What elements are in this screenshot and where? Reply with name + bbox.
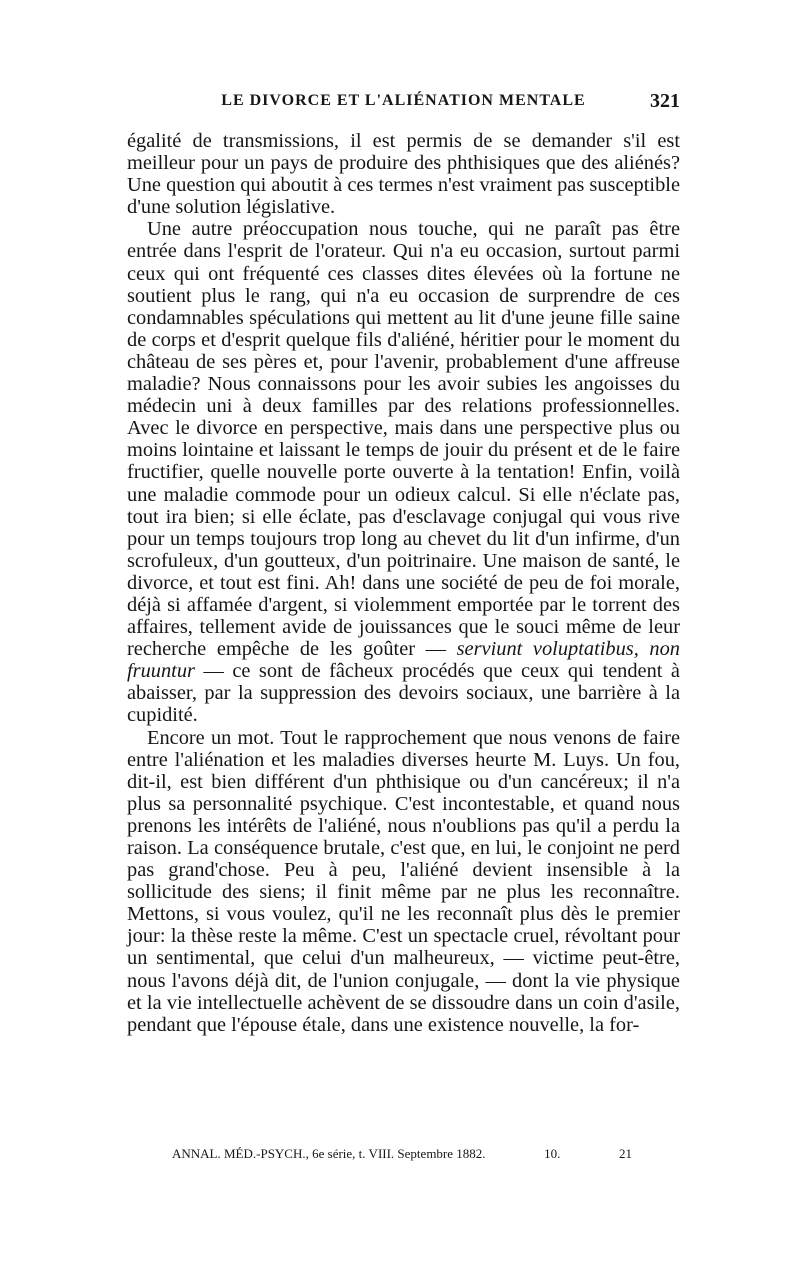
paragraph <box>127 727 680 1036</box>
paragraph <box>127 130 680 218</box>
paragraph-text: Une autre préoccupation nous touche, qui ne paraît pas être entrée dans l'esprit de l'orateur. Qui n'a eu occasion, surtout parmi ceux qui ont fréquenté ces classes dites élevées où la fortune ne soutient plus le rang, qui n'a eu occasion de surprendre de ces condamnables spéculations qui mettent au lit d'une jeune fille saine de corps et d'esprit quelque fils d'aliéné, héritier pour le moment du château de ses pères et, pour l'avenir, probablement d'une affreuse maladie? Nous connaissons pour les avoir subies les angoisses du médecin uni à deux familles par des relations professionnelles. Avec le divorce en perspective, mais dans une perspective plus ou moins lointaine et laissant le temps de jouir du présent et de le faire fructifier, quelle nouvelle porte ouverte à la tentation! Enfin, voilà une maladie commode pour un odieux calcul. Si elle n'éclate pas, tout ira bien; si elle éclate, pas d'esclavage conjugal qui vous rive pour un temps toujours trop long au chevet du lit d'un infirme, d'un scrofuleux, d'un goutteux, d'un poitrinaire. Une maison de santé, le divorce, et tout est fini. Ah! dans une société de peu de foi morale, déjà si affamée d'argent, si violemment emportée par le torrent des affaires, tellement avide de jouissances que le souci même de leur recherche empêche de les goûter — <box>127 218 680 661</box>
page-number: 321 <box>650 90 680 112</box>
paragraph-text: Encore un mot. Tout le rapprochement que nous venons de faire entre l'aliénation et les maladies diverses heurte M. Luys. Un fou, dit-il, est bien différent d'un phthisique ou d'un cancéreux; il n'a plus sa personnalité psychique. C'est incontestable, et quand nous prenons les intérêts de l'aliéné, nous n'oublions pas qu'il a perdu la raison. La conséquence brutale, c'est que, en lui, le conjoint ne perd pas grand'chose. Peu à peu, l'aliéné devient insensible à la sollicitude des siens; il finit même par ne plus les reconnaître. Mettons, si vous voulez, qu'il ne les reconnaît plus dès le premier jour: la thèse reste la même. C'est un spectacle cruel, révoltant pour un sentimental, que celui d'un malheureux, — victime peut-être, nous l'avons déjà dit, de l'union conjugale, — dont la vie physique et la vie intellectuelle achèvent de se dissoudre dans un coin d'asile, pendant que l'épouse étale, dans une existence nouvelle, la for- <box>127 726 680 1036</box>
latin-quotation: serviunt voluptatibus, non fruuntur <box>127 638 681 683</box>
body-text <box>127 130 680 1036</box>
page-footer <box>172 1146 632 1162</box>
journal-reference: ANNAL. MÉD.-PSYCH., 6e série, t. VIII. Septembre 1882. <box>172 1146 486 1161</box>
document-page <box>127 90 680 1036</box>
paragraph <box>127 218 680 726</box>
signature-mark: 21 <box>619 1146 632 1161</box>
running-title: LE DIVORCE ET L'ALIÉNATION MENTALE <box>221 92 586 109</box>
paragraph-text: — ce sont de fâcheux procédés que ceux qui tendent à abaisser, par la suppression des devoirs sociaux, une barrière à la cupidité. <box>127 660 680 727</box>
page-header <box>127 90 680 118</box>
paragraph-text: égalité de transmissions, il est permis de se demander s'il est meilleur pour un pays de produire des phthisiques que des aliénés? Une question qui aboutit à ces termes n'est vraiment pas susceptible d'une solution législative. <box>127 130 680 219</box>
sheet-number: 10. <box>544 1146 561 1161</box>
